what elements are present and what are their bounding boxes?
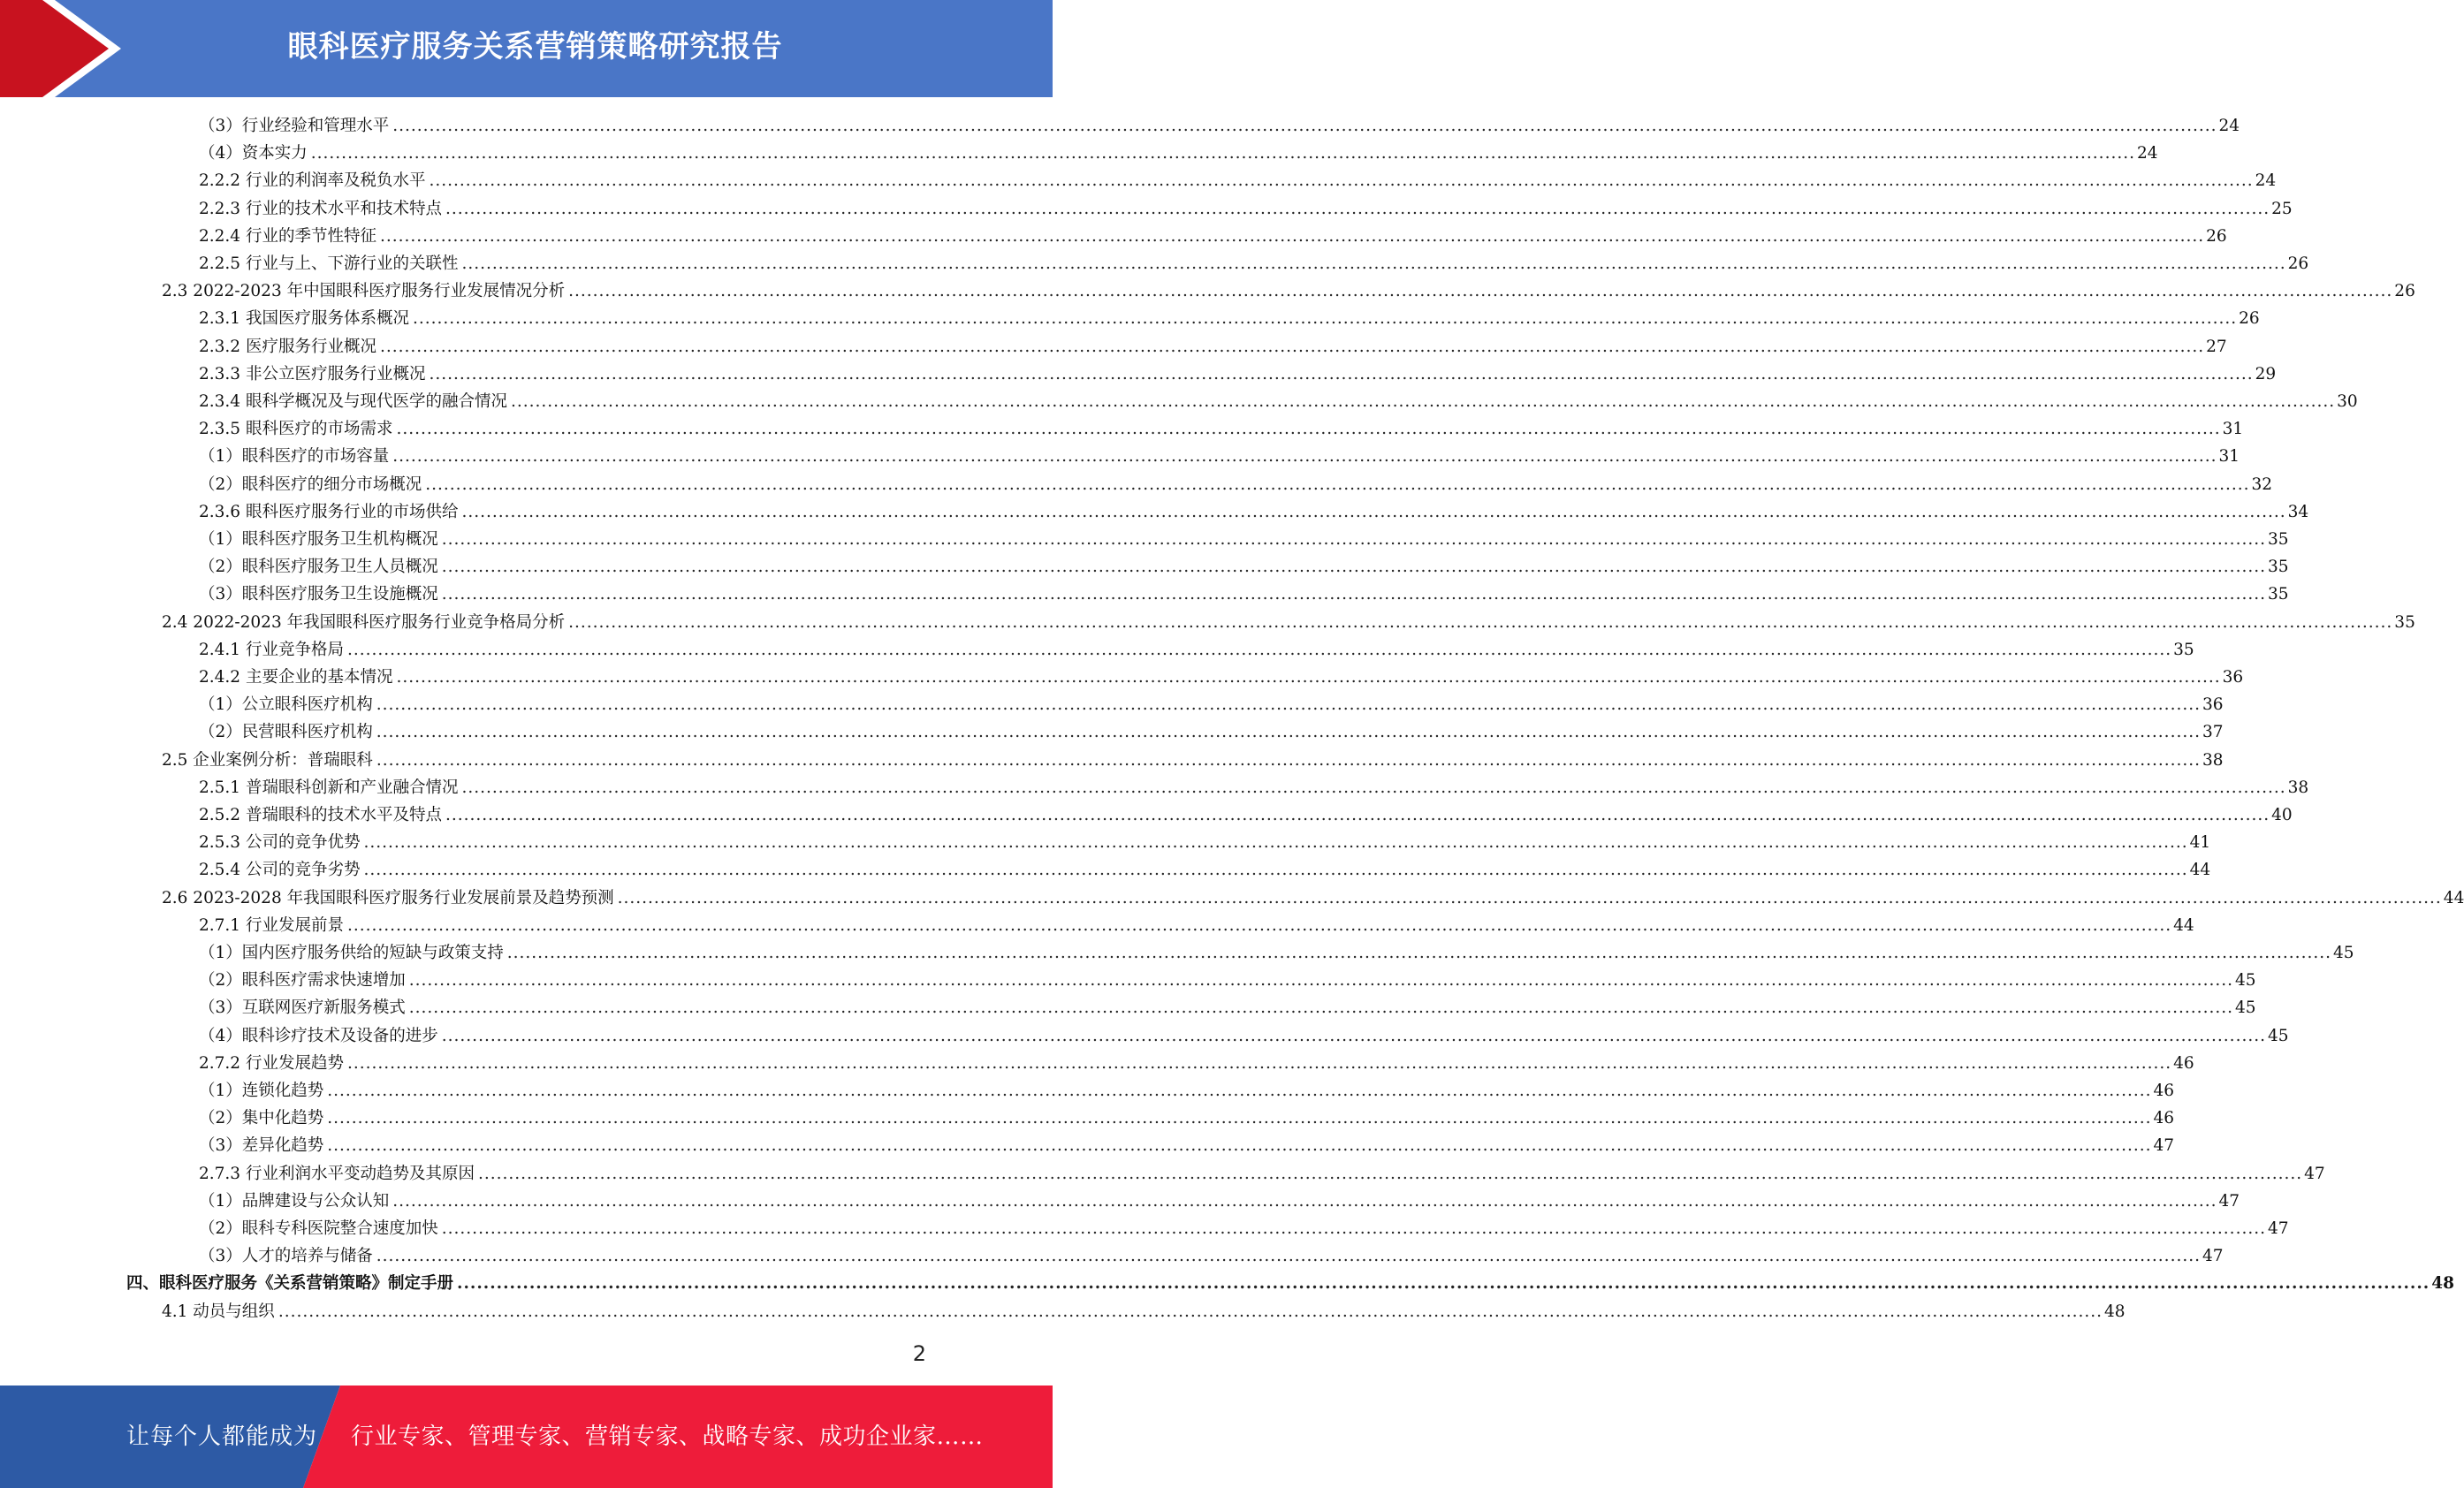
toc-entry-title: 2.5.2 普瑞眼科的技术水平及特点 <box>199 806 442 824</box>
toc-entry[interactable] <box>199 636 2194 664</box>
toc-entry-page: 36 <box>2222 668 2244 687</box>
toc-entry-page: 24 <box>2218 117 2240 135</box>
toc-entry-title: 2.7.3 行业利润水平变动趋势及其原因 <box>199 1164 475 1183</box>
toc-entry-title: （1）眼科医疗的市场容量 <box>199 447 390 467</box>
toc-entry-title: 2.5.1 普瑞眼科创新和产业融合情况 <box>199 778 459 797</box>
toc-leader-dots: ............................................................................................................................................................................................................................................................................................................ <box>376 723 2201 742</box>
toc-entry-title: 2.7.2 行业发展趋势 <box>199 1053 344 1073</box>
page-number: 2 <box>912 1341 926 1366</box>
toc-entry-title: 2.3.3 非公立医疗服务行业概况 <box>199 364 426 383</box>
toc-entry-page: 24 <box>2255 171 2277 191</box>
toc-entry-title: （2）眼科医疗的细分市场概况 <box>199 474 422 494</box>
toc-entry-page: 46 <box>2153 1109 2175 1128</box>
toc-entry-title: 2.4.2 主要企业的基本情况 <box>199 668 393 687</box>
toc-entry-page: 29 <box>2255 364 2277 383</box>
toc-entry[interactable] <box>199 305 2260 332</box>
toc-leader-dots: ............................................................................................................................................................................................................................................................................................................ <box>568 282 2393 301</box>
toc-entry-title: （3）行业经验和管理水平 <box>199 117 390 135</box>
toc-entry-page: 45 <box>2332 944 2354 962</box>
report-title: 眼科医疗服务关系营销策略研究报告 <box>287 29 783 65</box>
toc-entry[interactable] <box>199 774 2309 801</box>
toc-entry[interactable] <box>199 1188 2240 1215</box>
toc-leader-dots: ............................................................................................................................................................................................................................................................................................................ <box>346 640 2172 659</box>
toc-entry-page: 46 <box>2173 1053 2194 1073</box>
toc-entry[interactable] <box>162 1298 2126 1325</box>
toc-entry-title: 2.2.4 行业的季节性特征 <box>199 226 376 246</box>
toc-entry[interactable] <box>199 581 2289 608</box>
toc-entry[interactable] <box>199 443 2240 470</box>
toc-entry[interactable] <box>199 1077 2175 1105</box>
footer-slogan-right: 行业专家、管理专家、营销专家、战略专家、成功企业家…… <box>351 1423 984 1450</box>
toc-leader-dots: ............................................................................................................................................................................................................................................................................................................ <box>379 226 2205 246</box>
toc-entry[interactable] <box>199 361 2277 388</box>
toc-leader-dots: ............................................................................................................................................................................................................................................................................................................ <box>412 309 2238 329</box>
toc-entry[interactable] <box>199 112 2240 140</box>
toc-leader-dots: ............................................................................................................................................................................................................................................................................................................ <box>327 1136 2152 1156</box>
toc-leader-dots: ............................................................................................................................................................................................................................................................................................................ <box>408 998 2233 1018</box>
toc-entry-page: 45 <box>2267 1026 2289 1045</box>
toc-entry[interactable] <box>199 718 2224 746</box>
toc-entry-title: 四、眼科医疗服务《关系营销策略》制定手册 <box>126 1274 454 1294</box>
toc-entry-title: （3）人才的培养与储备 <box>199 1247 373 1266</box>
toc-entry-title: 2.5.4 公司的竞争劣势 <box>199 861 361 880</box>
toc-entry[interactable] <box>199 1050 2194 1077</box>
toc-entry-page: 40 <box>2271 806 2293 824</box>
toc-entry-page: 47 <box>2218 1191 2240 1211</box>
toc-entry[interactable] <box>199 1132 2175 1159</box>
toc-entry[interactable] <box>162 884 2464 912</box>
toc-entry[interactable] <box>199 388 2358 415</box>
toc-entry-title: 2.3.6 眼科医疗服务行业的市场供给 <box>199 502 459 521</box>
toc-entry-title: 2.3.2 医疗服务行业概况 <box>199 337 376 356</box>
toc-leader-dots: ............................................................................................................................................................................................................................................................................................................ <box>392 1191 2217 1211</box>
toc-leader-dots: ............................................................................................................................................................................................................................................................................................................ <box>379 337 2205 356</box>
toc-leader-dots: ............................................................................................................................................................................................................................................................................................................ <box>396 668 2221 687</box>
toc-entry[interactable] <box>199 526 2289 553</box>
toc-leader-dots: ............................................................................................................................................................................................................................................................................................................ <box>376 750 2201 770</box>
toc-leader-dots: ............................................................................................................................................................................................................................................................................................................ <box>392 447 2217 467</box>
toc-entry-title: 2.4.1 行业竞争格局 <box>199 640 344 659</box>
toc-entry[interactable] <box>199 1022 2289 1050</box>
toc-leader-dots: ............................................................................................................................................................................................................................................................................................................ <box>363 861 2188 880</box>
toc-entry-title: （1）公立眼科医疗机构 <box>199 695 373 715</box>
toc-entry-title: （2）眼科专科医院整合速度加快 <box>199 1219 438 1238</box>
toc-entry-title: （3）互联网医疗新服务模式 <box>199 998 406 1018</box>
toc-leader-dots: ............................................................................................................................................................................................................................................................................................................ <box>461 502 2286 521</box>
toc-entry-title: （3）差异化趋势 <box>199 1136 324 1156</box>
toc-entry-title: （2）民营眼科医疗机构 <box>199 723 373 742</box>
toc-entry-page: 47 <box>2267 1219 2289 1238</box>
toc-entry[interactable] <box>162 277 2415 305</box>
toc-entry[interactable] <box>199 939 2354 967</box>
toc-leader-dots: ............................................................................................................................................................................................................................................................................................................ <box>510 392 2336 411</box>
toc-leader-dots: ............................................................................................................................................................................................................................................................................................................ <box>441 1026 2266 1045</box>
toc-entry-page: 36 <box>2202 695 2224 715</box>
toc-leader-dots: ............................................................................................................................................................................................................................................................................................................ <box>408 971 2233 991</box>
toc-entry[interactable] <box>199 691 2224 718</box>
toc-entry[interactable] <box>199 994 2256 1021</box>
toc-entry[interactable] <box>199 250 2309 277</box>
toc-entry-title: （1）眼科医疗服务卫生机构概况 <box>199 530 438 549</box>
toc-leader-dots: ............................................................................................................................................................................................................................................................................................................ <box>396 420 2221 439</box>
toc-leader-dots: ............................................................................................................................................................................................................................................................................................................ <box>327 1082 2152 1100</box>
toc-entry-title: （4）资本实力 <box>199 144 308 163</box>
toc-leader-dots: ............................................................................................................................................................................................................................................................................................................ <box>278 1302 2103 1321</box>
toc-leader-dots: ............................................................................................................................................................................................................................................................................................................ <box>429 171 2254 191</box>
toc-entry-title: （1）国内医疗服务供给的短缺与政策支持 <box>199 944 504 962</box>
toc-entry[interactable] <box>199 223 2227 250</box>
toc-entry-title: （1）连锁化趋势 <box>199 1082 324 1100</box>
toc-leader-dots: ............................................................................................................................................................................................................................................................................................................ <box>425 474 2250 494</box>
toc-entry[interactable] <box>199 1160 2325 1188</box>
toc-entry[interactable] <box>199 333 2227 361</box>
toc-entry-page: 38 <box>2202 750 2224 770</box>
toc-entry[interactable] <box>199 967 2256 994</box>
toc-leader-dots: ............................................................................................................................................................................................................................................................................................................ <box>429 364 2254 383</box>
toc-entry-page: 44 <box>2443 888 2464 907</box>
toc-leader-dots: ............................................................................................................................................................................................................................................................................................................ <box>457 1274 2430 1294</box>
toc-entry[interactable] <box>199 664 2244 691</box>
toc-entry-title: 2.5.3 公司的竞争优势 <box>199 833 361 853</box>
toc-leader-dots: ............................................................................................................................................................................................................................................................................................................ <box>441 585 2266 604</box>
toc-leader-dots: ............................................................................................................................................................................................................................................................................................................ <box>441 558 2266 577</box>
toc-entry-title: 2.3.1 我国医疗服务体系概况 <box>199 309 409 329</box>
toc-entry-page: 26 <box>2239 309 2260 329</box>
toc-entry[interactable] <box>199 856 2211 884</box>
toc-entry-title: 4.1 动员与组织 <box>162 1302 275 1321</box>
toc-entry-title: （2）集中化趋势 <box>199 1109 324 1128</box>
toc-entry-page: 37 <box>2202 723 2224 742</box>
toc-leader-dots: ............................................................................................................................................................................................................................................................................................................ <box>445 806 2270 824</box>
toc-entry[interactable] <box>126 1270 2454 1297</box>
toc-entry-page: 45 <box>2234 998 2256 1018</box>
toc-entry-title: 2.7.1 行业发展前景 <box>199 915 344 935</box>
toc-leader-dots: ............................................................................................................................................................................................................................................................................................................ <box>568 612 2393 632</box>
toc-entry-page: 26 <box>2394 282 2415 301</box>
toc-entry-title: 2.3.5 眼科医疗的市场需求 <box>199 420 393 439</box>
toc-entry-page: 25 <box>2271 199 2293 218</box>
toc-entry-title: （2）眼科医疗需求快速增加 <box>199 971 406 991</box>
toc-entry[interactable] <box>199 415 2244 443</box>
toc-entry[interactable] <box>199 195 2293 223</box>
toc-entry[interactable] <box>199 1105 2175 1132</box>
toc-entry-page: 31 <box>2218 447 2240 467</box>
toc-entry-title: 2.2.5 行业与上、下游行业的关联性 <box>199 254 459 273</box>
toc-entry[interactable] <box>199 553 2289 581</box>
page-footer <box>0 1386 1053 1488</box>
toc-leader-dots: ............................................................................................................................................................................................................................................................................................................ <box>346 915 2172 935</box>
toc-entry[interactable] <box>199 140 2158 167</box>
toc-leader-dots: ............................................................................................................................................................................................................................................................................................................ <box>363 833 2188 853</box>
toc-entry[interactable] <box>199 829 2211 856</box>
toc-entry[interactable] <box>162 609 2415 636</box>
toc-entry-title: 2.3 2022-2023 年中国眼科医疗服务行业发展情况分析 <box>162 282 566 301</box>
toc-entry-page: 48 <box>2431 1274 2454 1294</box>
toc-entry[interactable] <box>199 471 2273 498</box>
toc-entry-title: 2.4 2022-2023 年我国眼科医疗服务行业竞争格局分析 <box>162 612 566 632</box>
toc-entry-title: （2）眼科医疗服务卫生人员概况 <box>199 558 438 577</box>
toc-leader-dots: ............................................................................................................................................................................................................................................................................................................ <box>392 117 2217 135</box>
toc-entry-page: 32 <box>2251 474 2273 494</box>
toc-entry[interactable] <box>199 1242 2224 1270</box>
toc-entry-title: （4）眼科诊疗技术及设备的进步 <box>199 1026 438 1045</box>
toc-leader-dots: ............................................................................................................................................................................................................................................................................................................ <box>441 1219 2266 1238</box>
toc-leader-dots: ............................................................................................................................................................................................................................................................................................................ <box>461 254 2286 273</box>
toc-entry[interactable] <box>199 167 2277 194</box>
toc-entry-title: 2.3.4 眼科学概况及与现代医学的融合情况 <box>199 392 507 411</box>
toc-entry-page: 31 <box>2222 420 2244 439</box>
toc-entry[interactable] <box>162 747 2224 774</box>
toc-entry-title: 2.6 2023-2028 年我国眼科医疗服务行业发展前景及趋势预测 <box>162 888 614 907</box>
toc-entry-page: 38 <box>2287 778 2309 797</box>
toc-leader-dots: ............................................................................................................................................................................................................................................................................................................ <box>376 695 2201 715</box>
toc-entry-page: 35 <box>2394 612 2415 632</box>
toc-entry-page: 44 <box>2173 915 2194 935</box>
toc-entry-page: 48 <box>2104 1302 2126 1321</box>
toc-entry-page: 27 <box>2206 337 2227 356</box>
toc-leader-dots: ............................................................................................................................................................................................................................................................................................................ <box>506 944 2331 962</box>
toc-entry-page: 24 <box>2136 144 2158 163</box>
toc-entry-page: 35 <box>2267 530 2289 549</box>
toc-entry-page: 47 <box>2304 1164 2325 1183</box>
toc-leader-dots: ............................................................................................................................................................................................................................................................................................................ <box>477 1164 2303 1183</box>
toc-entry[interactable] <box>199 912 2194 939</box>
toc-leader-dots: ............................................................................................................................................................................................................................................................................................................ <box>441 530 2266 549</box>
toc-entry-title: （3）眼科医疗服务卫生设施概况 <box>199 585 438 604</box>
toc-entry-page: 45 <box>2234 971 2256 991</box>
toc-entry-title: （1）品牌建设与公众认知 <box>199 1191 390 1211</box>
toc-leader-dots: ............................................................................................................................................................................................................................................................................................................ <box>327 1109 2152 1128</box>
toc-entry[interactable] <box>199 801 2293 829</box>
toc-entry-page: 44 <box>2189 861 2211 880</box>
toc-leader-dots: ............................................................................................................................................................................................................................................................................................................ <box>346 1053 2172 1073</box>
toc-entry-page: 47 <box>2202 1247 2224 1266</box>
toc-leader-dots: ............................................................................................................................................................................................................................................................................................................ <box>617 888 2442 907</box>
toc-leader-dots: ............................................................................................................................................................................................................................................................................................................ <box>461 778 2286 797</box>
toc-entry-page: 35 <box>2173 640 2194 659</box>
toc-entry[interactable] <box>199 1215 2289 1242</box>
toc-entry-page: 35 <box>2267 585 2289 604</box>
toc-entry[interactable] <box>199 498 2309 526</box>
toc-entry-page: 47 <box>2153 1136 2175 1156</box>
footer-slogan-left: 让每个人都能成为 <box>126 1423 318 1450</box>
toc-leader-dots: ............................................................................................................................................................................................................................................................................................................ <box>376 1247 2201 1266</box>
toc-entry-page: 34 <box>2287 502 2309 521</box>
toc-leader-dots: ............................................................................................................................................................................................................................................................................................................ <box>445 199 2270 218</box>
toc-entry-page: 46 <box>2153 1082 2175 1100</box>
toc-entry-page: 30 <box>2337 392 2358 411</box>
toc-entry-page: 26 <box>2206 226 2227 246</box>
page-header <box>0 0 1053 97</box>
toc-entry-title: 2.5 企业案例分析：普瑞眼科 <box>162 750 373 770</box>
toc-entry-title: 2.2.3 行业的技术水平和技术特点 <box>199 199 442 218</box>
toc-leader-dots: ............................................................................................................................................................................................................................................................................................................ <box>310 144 2135 163</box>
toc-entry-page: 41 <box>2189 833 2211 853</box>
toc-entry-title: 2.2.2 行业的利润率及税负水平 <box>199 171 426 191</box>
toc-entry-page: 35 <box>2267 558 2289 577</box>
toc-entry-page: 26 <box>2287 254 2309 273</box>
